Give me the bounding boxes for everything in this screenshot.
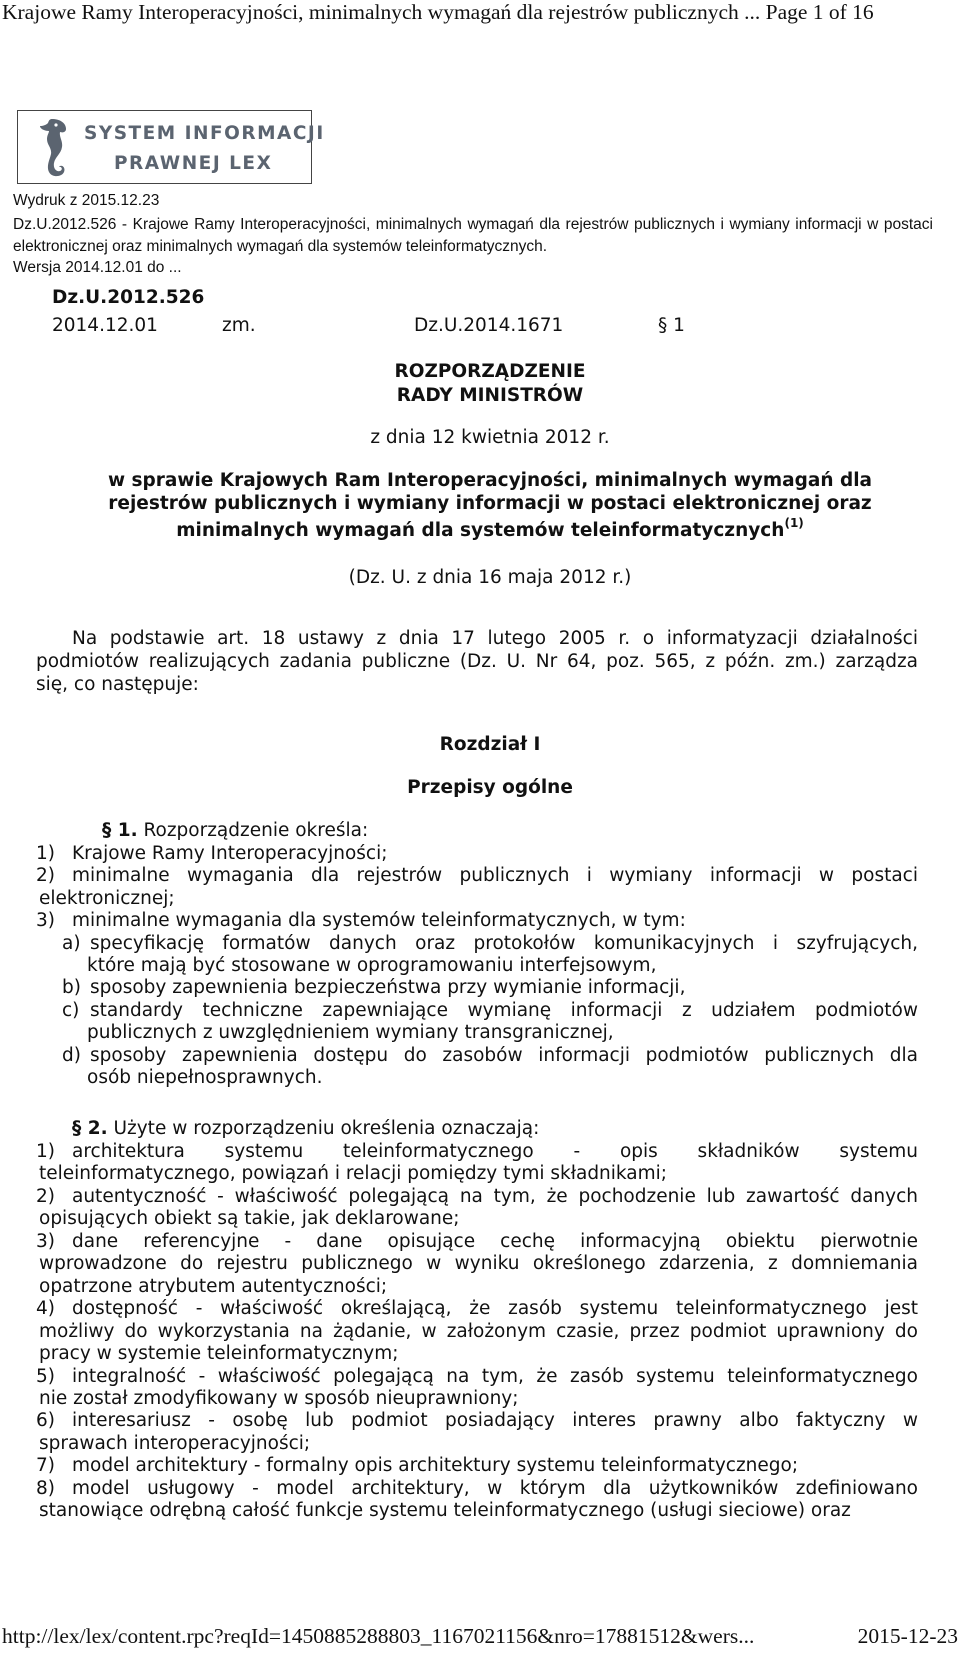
par2-item-text: opisujących obiekt są takie, jak deklarowane; bbox=[39, 1208, 460, 1230]
par1-sub-item-line bbox=[62, 1044, 918, 1067]
par2-item-text: dane referencyjne - dane opisujące cechę informacyjną obiektu pierwotnie bbox=[72, 1230, 918, 1252]
title-line-2: RADY MINISTRÓW bbox=[396, 385, 584, 406]
par2-item-text: model architektury - formalny opis architektury systemu teleinformatycznego; bbox=[72, 1455, 799, 1477]
par2-item-number: 8) bbox=[36, 1477, 55, 1499]
par2-item-text: możliwy do wykorzystania na żądanie, w założonym czasie, przez podmiot uprawniony do bbox=[39, 1320, 918, 1342]
par1-sub-item-line bbox=[87, 954, 918, 977]
par2-item-line bbox=[39, 1320, 918, 1343]
par1-item-line bbox=[36, 864, 918, 887]
par2-item-text: sprawach interoperacyjności; bbox=[39, 1432, 311, 1454]
par1-mark: § 1. bbox=[102, 820, 138, 841]
par1-sub-item-line bbox=[62, 999, 918, 1022]
par1-item-line bbox=[39, 887, 918, 910]
par2-item-line bbox=[36, 1297, 918, 1320]
par2-item-line bbox=[39, 1387, 918, 1410]
logo-line-2: PRAWNEJ LEX bbox=[114, 153, 273, 174]
par1-sub-item-text: sposoby zapewnienia dostępu do zasobów informacji podmiotów publicznych dla bbox=[90, 1044, 918, 1066]
par2-item-line bbox=[39, 1252, 918, 1275]
subject-line-1: w sprawie Krajowych Ram Interoperacyjności, minimalnych wymagań dla bbox=[107, 470, 873, 491]
par2-item-line bbox=[36, 1140, 918, 1163]
par2-item-text: wprowadzone do rejestru publicznego w wyniku określonego zdarzenia, z domniemania bbox=[39, 1253, 918, 1275]
subject-line-2: rejestrów publicznych i wymiany informacji w postaci elektronicznej oraz bbox=[108, 493, 872, 514]
par1-lead: Rozporządzenie określa: bbox=[143, 820, 369, 841]
par2-item-line bbox=[39, 1275, 918, 1298]
logo-line-1: SYSTEM INFORMACJI bbox=[84, 123, 325, 144]
act-description: Dz.U.2012.526 - Krajowe Ramy Interoperacyjności, minimalnych wymagań dla rejestrów publicznych i wymiany informacji w postaci elektronicznej oraz minimalnych wymagań dla systemów teleinformatycznych. bbox=[13, 216, 933, 255]
par1-sub-item-text: sposoby zapewnienia bezpieczeństwa przy wymianie informacji, bbox=[90, 977, 686, 999]
par2-heading bbox=[72, 1117, 539, 1140]
par1-sub-item-line bbox=[62, 932, 918, 955]
par2-item-text: teleinformatycznego, powiązań i relacji pomiędzy tymi składnikami; bbox=[39, 1163, 668, 1185]
subject-line-3-text: minimalnych wymagań dla systemów teleinformatycznych bbox=[176, 520, 785, 541]
par2-item-line bbox=[36, 1409, 918, 1432]
title-date: z dnia 12 kwietnia 2012 r. bbox=[370, 427, 610, 448]
par1-sub-item-text: które mają być stosowane w oprogramowaniu interfejsowym, bbox=[87, 955, 657, 976]
par1-heading bbox=[102, 819, 368, 842]
par2-item-number: 6) bbox=[36, 1410, 55, 1432]
par1-item-line bbox=[36, 842, 918, 865]
par1-sub-item-line bbox=[87, 1021, 918, 1044]
par2-item-line bbox=[39, 1207, 918, 1230]
par2-item-number: 7) bbox=[36, 1455, 55, 1477]
par2-item-text: nie został zmodyfikowany w sposób nieuprawniony; bbox=[39, 1387, 519, 1409]
preamble-line-1: Na podstawie art. 18 ustawy z dnia 17 lutego 2005 r. o informatyzacji działalności bbox=[72, 628, 918, 649]
preamble-line-2: podmiotów realizujących zadania publiczne (Dz. U. Nr 64, poz. 565, z późn. zm.) zarządza bbox=[36, 651, 918, 672]
history-section: § 1 bbox=[658, 315, 685, 336]
par1-item-text: Krajowe Ramy Interoperacyjności; bbox=[72, 843, 388, 864]
par2-item-number: 1) bbox=[36, 1141, 55, 1162]
par2-item-text: architektura systemu teleinformatycznego - opis składników systemu bbox=[72, 1141, 918, 1162]
par2-item-text: stanowiące odrębną całość funkcje systemu teleinformatycznego (usługi sieciowe) oraz bbox=[39, 1500, 851, 1522]
seahorse-icon bbox=[30, 117, 74, 179]
page-footer bbox=[2, 1624, 958, 1649]
par2-item-line bbox=[39, 1499, 918, 1522]
par1-sub-item-number: a) bbox=[62, 932, 81, 954]
par2-item-number: 4) bbox=[36, 1298, 55, 1320]
print-date: Wydruk z 2015.12.23 bbox=[13, 192, 160, 209]
footnote-marker[interactable]: (1) bbox=[784, 516, 804, 530]
par2-item-text: pracy w systemie teleinformatycznym; bbox=[39, 1343, 399, 1365]
par1-sub-item-number: b) bbox=[62, 977, 81, 999]
par1-sub-item-number: d) bbox=[62, 1044, 81, 1066]
footer-url[interactable]: http://lex/lex/content.rpc?reqId=1450885288803_1167021156&nro=17881512&wers... bbox=[2, 1624, 755, 1648]
publication-note: (Dz. U. z dnia 16 maja 2012 r.) bbox=[348, 567, 632, 588]
par1-item-text: minimalne wymagania dla rejestrów publicznych i wymiany informacji w postaci bbox=[72, 865, 918, 887]
preamble-line-3: się, co następuje: bbox=[36, 674, 199, 695]
par2-item-line bbox=[36, 1477, 918, 1500]
par2-item-text: opatrzone atrybutem autentyczności; bbox=[39, 1275, 388, 1297]
par1-item-text: elektronicznej; bbox=[39, 887, 175, 909]
history-ref[interactable]: Dz.U.2014.1671 bbox=[414, 315, 564, 336]
lex-logo bbox=[17, 110, 325, 184]
par1-sub-item-text: specyfikację formatów danych oraz protokołów komunikacyjnych i szyfrujących, bbox=[90, 932, 918, 954]
par1-item-number: 1) bbox=[36, 843, 55, 864]
par1-item-line bbox=[36, 909, 918, 932]
version-line: Wersja 2014.12.01 do ... bbox=[13, 259, 182, 276]
title-line-1: ROZPORZĄDZENIE bbox=[394, 361, 586, 382]
par2-item-line bbox=[39, 1342, 918, 1365]
par2-item-line bbox=[36, 1185, 918, 1208]
par1-sub-item-text: publicznych z uwzględnieniem wymiany transgranicznej, bbox=[87, 1022, 614, 1044]
history-type: zm. bbox=[222, 315, 256, 336]
history-act-code: Dz.U.2012.526 bbox=[52, 287, 205, 308]
par2-item-line bbox=[39, 1162, 918, 1185]
par2-item-text: autentyczność - właściwość polegającą na tym, że pochodzenie lub zawartość danych bbox=[72, 1185, 918, 1207]
par2-item-number: 2) bbox=[36, 1185, 55, 1207]
par2-item-number: 5) bbox=[36, 1365, 55, 1387]
par1-sub-item-line bbox=[62, 976, 918, 999]
par2-mark: § 2. bbox=[72, 1118, 108, 1139]
par2-item-line bbox=[36, 1454, 918, 1477]
footer-date: 2015-12-23 bbox=[857, 1624, 958, 1648]
page-header-title: Krajowe Ramy Interoperacyjności, minimalnych wymagań dla rejestrów publicznych ... Page 1 of 16 bbox=[2, 0, 874, 24]
par1-sub-item-text: standardy techniczne zapewniające wymianę informacji z udziałem podmiotów bbox=[90, 999, 918, 1021]
par2-item-text: integralność - właściwość polegającą na tym, że zasób systemu teleinformatycznego bbox=[72, 1365, 918, 1387]
subject-line-3 bbox=[0, 516, 960, 541]
par1-item-text: minimalne wymagania dla systemów teleinformatycznych, w tym: bbox=[72, 910, 686, 932]
par1-sub-item-number: c) bbox=[62, 999, 80, 1021]
par2-item-text: model usługowy - model architektury, w którym dla użytkowników zdefiniowano bbox=[72, 1477, 918, 1499]
history-date: 2014.12.01 bbox=[52, 315, 158, 336]
par1-sub-item-line bbox=[87, 1066, 918, 1089]
par2-item-number: 3) bbox=[36, 1230, 55, 1252]
chapter-name: Przepisy ogólne bbox=[407, 777, 573, 798]
par2-item-text: interesariusz - osobę lub podmiot posiadający interes prawny albo faktyczny w bbox=[72, 1410, 918, 1432]
par1-item-number: 3) bbox=[36, 910, 55, 932]
par2-item-line bbox=[39, 1432, 918, 1455]
chapter-number: Rozdział I bbox=[439, 734, 541, 755]
par2-lead: Użyte w rozporządzeniu określenia oznaczają: bbox=[113, 1118, 540, 1139]
par2-item-line bbox=[36, 1230, 918, 1253]
par2-item-line bbox=[36, 1365, 918, 1388]
par1-item-number: 2) bbox=[36, 865, 55, 887]
par2-item-text: dostępność - właściwość określającą, że zasób systemu teleinformatycznego jest bbox=[72, 1298, 918, 1320]
par1-sub-item-text: osób niepełnosprawnych. bbox=[87, 1067, 323, 1088]
